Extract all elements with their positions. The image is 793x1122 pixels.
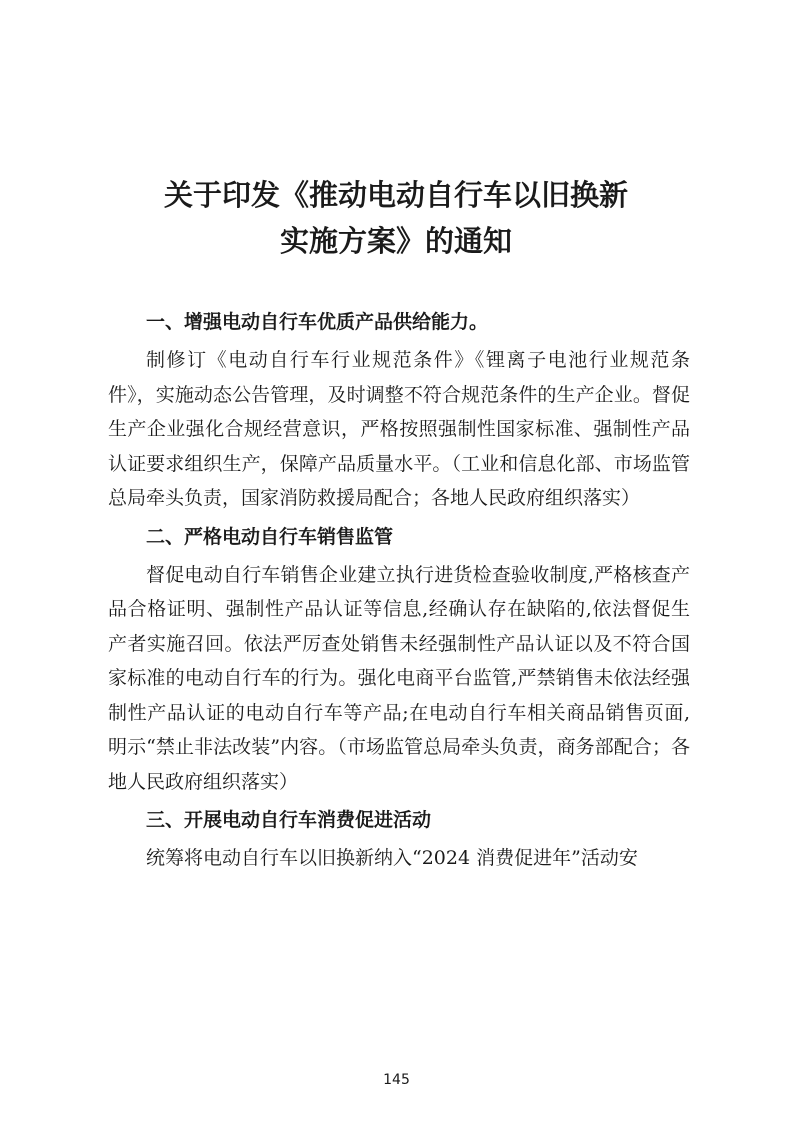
section-heading: 三、开展电动自行车消费促进活动 — [146, 809, 432, 831]
title-line-1: 关于印发《推动电动自行车以旧换新 — [163, 178, 628, 212]
section-1 — [108, 305, 690, 516]
section-heading: 一、增强电动自行车优质产品供给能力。 — [146, 311, 489, 333]
section-2 — [108, 520, 690, 800]
document-body — [108, 305, 690, 880]
section-heading: 二、严格电动自行车销售监管 — [146, 525, 394, 548]
section-3 — [108, 803, 690, 876]
section-paragraph: 督促电动自行车销售企业建立执行进货检查验收制度,严格核查产品合格证明、强制性产品认证等信息,经确认存在缺陷的,依法督促生产者实施召回。依法严厉查处销售未经强制性产品认证以及不符合国家标准的电动自行车的行为。强化电商平台监管,严禁销售未依法经强制性产品认证的电动自行车等产品;在电动自行车相关商品销售页面,明示“禁止非法改装”内容。（市场监管总局牵头负责，商务部配合；各地人民政府组织落实） — [108, 563, 690, 793]
title-line-2: 实施方案》的通知 — [279, 224, 512, 258]
page-number: 145 — [383, 1072, 410, 1088]
section-paragraph: 制修订《电动自行车行业规范条件》《锂离子电池行业规范条件》，实施动态公告管理，及时调整不符合规范条件的生产企业。督促生产企业强化合规经营意识，严格按照强制性国家标准、强制性产品认证要求组织生产，保障产品质量水平。（工业和信息化部、市场监管总局牵头负责，国家消防救援局配合；各地人民政府组织落实） — [108, 349, 690, 509]
section-paragraph: 统筹将电动自行车以旧换新纳入“2024 消费促进年”活动安 — [146, 847, 638, 869]
document-title — [96, 172, 696, 264]
